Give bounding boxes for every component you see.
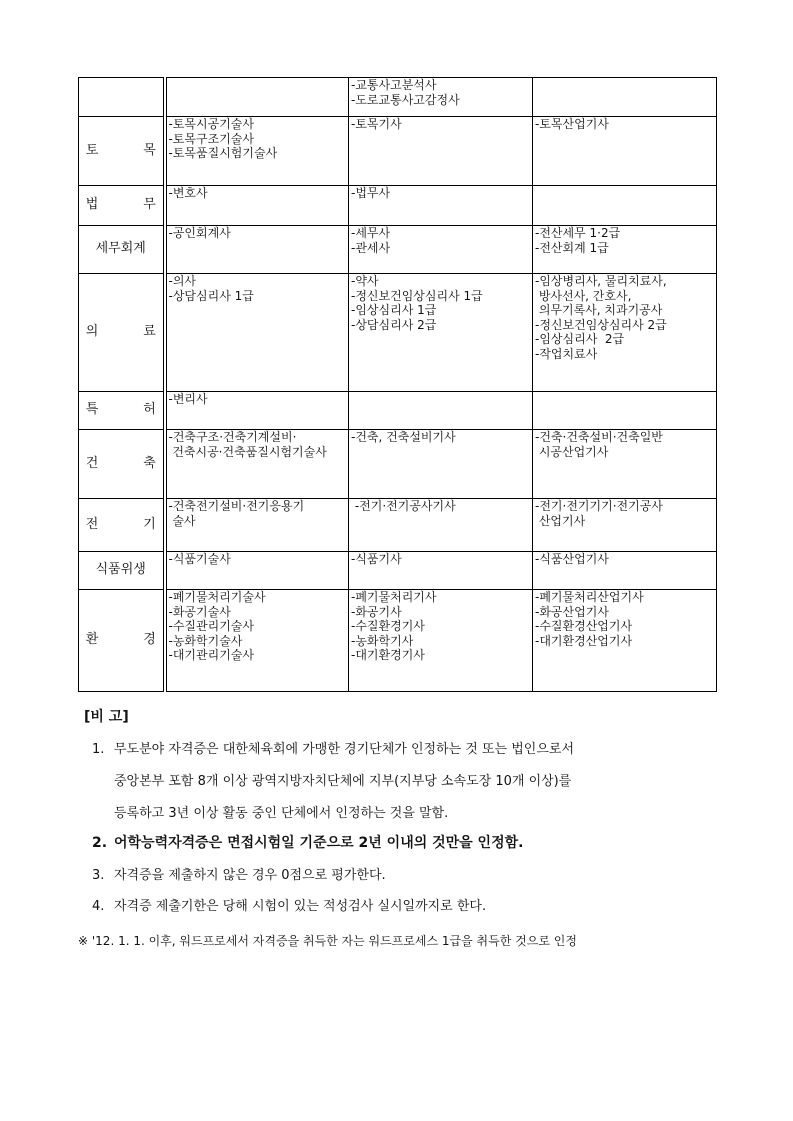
field-label: 건 축 [85, 455, 156, 471]
field-label: 세무회계 [95, 241, 146, 257]
tech-master-cell [165, 274, 349, 392]
table-row [79, 552, 717, 590]
qualification-item: -작업치료사 [535, 346, 598, 361]
tech-master-cell [165, 186, 349, 226]
qualification-item: 술사 [168, 513, 196, 528]
note-number: 1. [92, 742, 105, 757]
field-cell [79, 78, 165, 117]
qualification-item: -건축전기설비·전기응용기 [168, 499, 305, 513]
qualification-item: -식품기술사 [168, 552, 231, 566]
tech-master-cell [165, 430, 349, 499]
qualification-item: -폐기물처리기사 [351, 590, 437, 604]
engineer-cell [349, 186, 533, 226]
table-row [79, 78, 717, 117]
qualification-item: -전산회계 1급 [535, 240, 609, 255]
qualification-item: -토목시공기술사 [168, 117, 254, 131]
qualification-item: -화공산업기사 [535, 604, 609, 619]
qualification-item: -약사 [351, 274, 379, 288]
field-cell [79, 430, 165, 499]
industrial-engineer-cell [533, 499, 717, 552]
engineer-cell [349, 430, 533, 499]
engineer-cell [349, 274, 533, 392]
qualification-item: -건축구조·건축기계설비· [168, 430, 297, 444]
note-2 [92, 832, 523, 852]
table-row [79, 117, 717, 186]
qualification-item: -대기관리기술사 [168, 648, 254, 662]
note-text: 자격증을 제출하지 않은 경우 0점으로 평가한다. [114, 868, 386, 883]
industrial-engineer-cell [533, 274, 717, 392]
field-cell [79, 274, 165, 392]
notes-title: [비 고] [84, 709, 129, 725]
qualification-item: -전산세무 1·2급 [535, 226, 621, 240]
qualification-item: 건축시공·건축품질시험기술사 [168, 444, 327, 459]
qualification-item: -임상심리사 2급 [535, 332, 625, 346]
qualification-item: -대기환경산업기사 [535, 633, 633, 648]
industrial-engineer-cell [533, 590, 717, 692]
engineer-cell [349, 78, 533, 117]
qualification-item: -전기·전기기기·전기공사 [535, 499, 663, 513]
qualification-item: -대기환경기사 [351, 648, 425, 662]
qualification-item: 방사선사, 간호사, [535, 288, 632, 303]
tech-master-cell [165, 78, 349, 117]
field-label: 식품위생 [95, 562, 146, 578]
engineer-cell [349, 392, 533, 430]
field-label: 전 기 [85, 516, 156, 532]
industrial-engineer-cell [533, 392, 717, 430]
field-label: 법 무 [85, 197, 156, 213]
qualification-item: -상담심리사 1급 [168, 288, 254, 303]
qualification-item: -수질환경기사 [351, 619, 425, 633]
qualification-item: -상담심리사 2급 [351, 317, 437, 332]
tech-master-cell [165, 499, 349, 552]
field-cell [79, 552, 165, 590]
table-row [79, 186, 717, 226]
field-label: 환 경 [85, 632, 156, 648]
industrial-engineer-cell [533, 226, 717, 274]
table-row [79, 274, 717, 392]
engineer-cell [349, 226, 533, 274]
qualification-item: -폐기물처리산업기사 [535, 590, 644, 604]
field-cell [79, 392, 165, 430]
qualification-item: -토목품질시험기술사 [168, 146, 278, 160]
industrial-engineer-cell [533, 552, 717, 590]
table-row [79, 590, 717, 692]
remark-note: ※ '12. 1. 1. 이후, 워드프로세서 자격증을 취득한 자는 워드프로세스 1급을 취득한 것으로 인정 [78, 934, 577, 948]
note-4 [92, 895, 486, 914]
note-number: 2. [92, 835, 108, 851]
tech-master-cell [165, 392, 349, 430]
field-label: 특 허 [85, 402, 156, 418]
table-row [79, 499, 717, 552]
qualification-item: -관세사 [351, 240, 391, 255]
field-cell [79, 590, 165, 692]
qualification-item: -교통사고분석사 [351, 78, 437, 92]
industrial-engineer-cell [533, 430, 717, 499]
qualification-item: -화공기술사 [168, 604, 231, 619]
qualification-item: -토목구조기술사 [168, 131, 254, 146]
tech-master-cell [165, 552, 349, 590]
table-row [79, 430, 717, 499]
note-text: 어학능력자격증은 면접시험일 기준으로 2년 이내의 것만을 인정함. [114, 835, 524, 851]
qualification-item: -변호사 [168, 186, 208, 200]
engineer-cell [349, 117, 533, 186]
engineer-cell [349, 552, 533, 590]
note-1-line-3: 등록하고 3년 이상 활동 중인 단체에서 인정하는 것을 말함. [114, 806, 449, 821]
qualification-item: -토목기사 [351, 117, 402, 131]
qualification-table [78, 77, 717, 692]
qualification-item: -화공기사 [351, 604, 402, 619]
field-cell [79, 186, 165, 226]
tech-master-cell [165, 117, 349, 186]
qualification-item: -정신보건임상심리사 2급 [535, 317, 667, 332]
field-cell [79, 226, 165, 274]
qualification-item: -임상심리사 1급 [351, 303, 437, 317]
qualification-item: -토목산업기사 [535, 117, 609, 131]
qualification-item: -건축·건축설비·건축일반 [535, 430, 663, 444]
qualification-item: -전기·전기공사기사 [351, 499, 456, 513]
qualification-item: -의사 [168, 274, 197, 288]
qualification-item: -공인회계사 [168, 226, 231, 240]
field-cell [79, 117, 165, 186]
industrial-engineer-cell [533, 186, 717, 226]
qualification-item: -임상병리사, 물리치료사, [535, 274, 667, 288]
qualification-item: -정신보건임상심리사 1급 [351, 288, 483, 303]
qualification-item: -수질환경산업기사 [535, 619, 633, 633]
field-cell [79, 499, 165, 552]
qualification-item: -세무사 [351, 226, 391, 240]
qualification-item: -도로교통사고감정사 [351, 92, 460, 107]
table-row [79, 392, 717, 430]
industrial-engineer-cell [533, 117, 717, 186]
qualification-item: -법무사 [351, 186, 391, 200]
qualification-item: 시공산업기사 [535, 444, 609, 459]
qualification-item: -건축, 건축설비기사 [351, 430, 456, 444]
engineer-cell [349, 499, 533, 552]
qualification-item: -폐기물처리기술사 [168, 590, 266, 604]
note-text: 자격증 제출기한은 당해 시험이 있는 적성검사 실시일까지로 한다. [114, 899, 487, 914]
table-row [79, 226, 717, 274]
qualification-item: 의무기록사, 치과기공사 [535, 303, 663, 317]
industrial-engineer-cell [533, 78, 717, 117]
field-label: 의 료 [85, 324, 156, 340]
note-number: 4. [92, 899, 105, 914]
field-label: 토 목 [85, 142, 156, 158]
note-1 [92, 738, 574, 757]
note-1-line-2: 중앙본부 포함 8개 이상 광역지방자치단체에 지부(지부당 소속도장 10개 이상)를 [114, 774, 572, 789]
tech-master-cell [165, 590, 349, 692]
qualification-item: -변리사 [168, 392, 208, 406]
qualification-item: -농화학기술사 [168, 633, 243, 648]
qualification-item: -수질관리기술사 [168, 619, 254, 633]
qualification-item: 산업기사 [535, 513, 586, 528]
qualification-item: -식품산업기사 [535, 552, 609, 566]
engineer-cell [349, 590, 533, 692]
qualification-item: -식품기사 [351, 552, 402, 566]
note-text: 무도분야 자격증은 대한체육회에 가맹한 경기단체가 인정하는 것 또는 법인으로서 [114, 742, 575, 757]
note-3 [92, 864, 386, 883]
qualification-item: -농화학기사 [351, 633, 414, 648]
tech-master-cell [165, 226, 349, 274]
note-number: 3. [92, 868, 105, 883]
